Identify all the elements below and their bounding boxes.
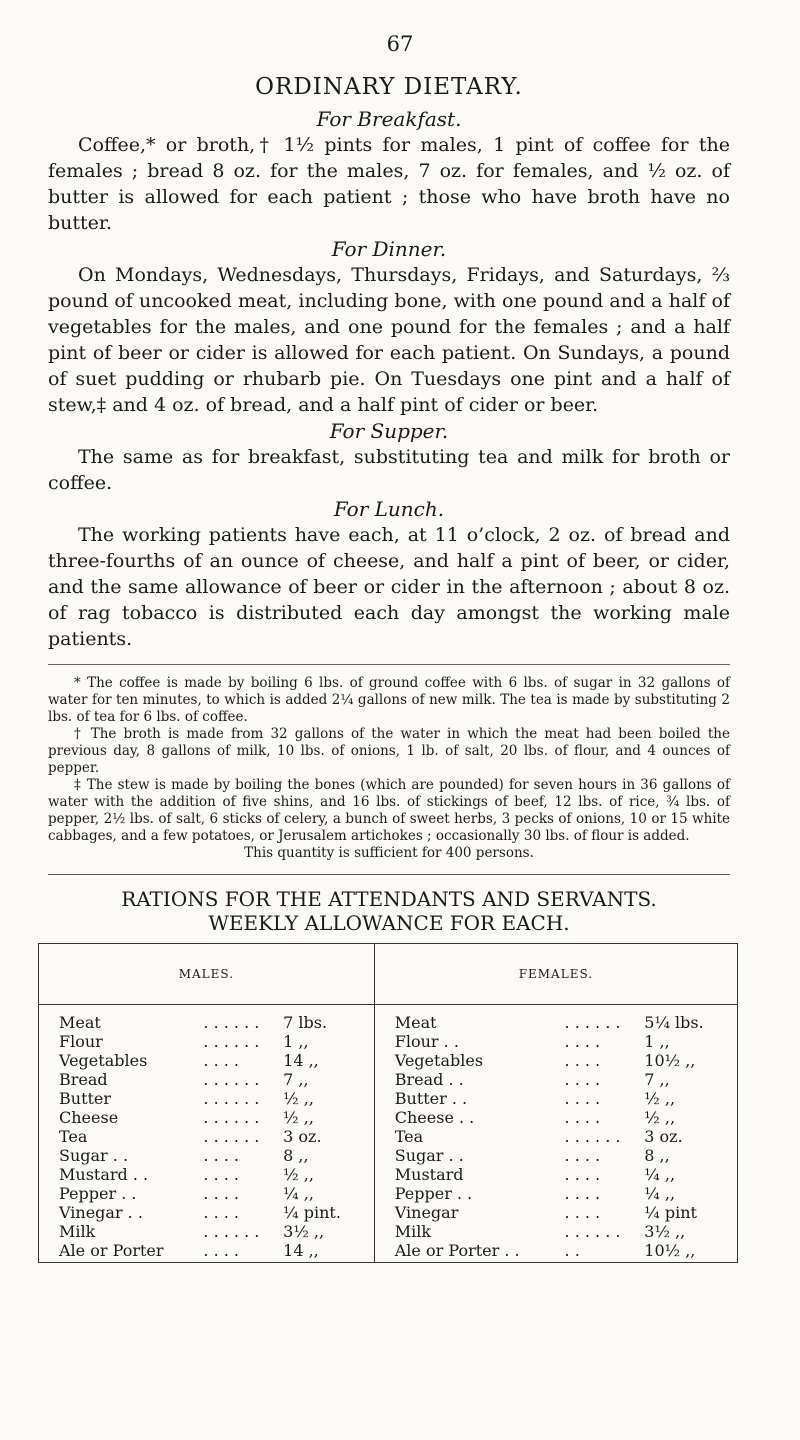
- female-item: Pepper . .: [374, 1184, 560, 1203]
- male-item: Milk: [39, 1222, 200, 1241]
- male-quantity: ½ ,,: [279, 1089, 374, 1108]
- female-item: Tea: [374, 1127, 560, 1146]
- female-item: Vegetables: [374, 1051, 560, 1070]
- male-item: Bread: [39, 1070, 200, 1089]
- table-row: [39, 1051, 738, 1070]
- male-item: Vinegar . .: [39, 1203, 200, 1222]
- male-quantity: 14 ,,: [279, 1241, 374, 1263]
- female-quantity: 3½ ,,: [640, 1222, 737, 1241]
- male-item: Tea: [39, 1127, 200, 1146]
- male-quantity: 8 ,,: [279, 1146, 374, 1165]
- female-leader: . . . .: [564, 1203, 601, 1222]
- female-quantity: 5¼ lbs.: [640, 1005, 737, 1033]
- breakfast-heading: For Breakfast.: [316, 107, 462, 131]
- female-quantity: 3 oz.: [640, 1127, 737, 1146]
- female-leader: . . . .: [564, 1184, 601, 1203]
- female-item: Milk: [374, 1222, 560, 1241]
- male-quantity: ¼ ,,: [279, 1184, 374, 1203]
- female-item: Flour . .: [374, 1032, 560, 1051]
- male-quantity: ¼ pint.: [279, 1203, 374, 1222]
- male-leader: . . . . . .: [203, 1222, 260, 1241]
- female-leader: . . . .: [564, 1051, 601, 1070]
- breakfast-text: Coffee,* or broth,† 1½ pints for males, 1 pint of coffee for the females ; bread 8 oz. for the males, 7 oz. for females, and ½ oz. of butter is allowed for each patient ; those who have broth have no butter.: [48, 134, 730, 234]
- footnote-broth: † The broth is made from 32 gallons of the water in which the meat had been boiled the previous day, 8 gallons of milk, 10 lbs. of onions, 1 lb. of salt, 20 lbs. of flour, and 4 ounces of pepper.: [48, 726, 730, 776]
- female-quantity: 10½ ,,: [640, 1051, 737, 1070]
- male-item: Butter: [39, 1089, 200, 1108]
- table-row: [39, 1005, 738, 1033]
- rations-body: [39, 1005, 738, 1263]
- male-leader: . . . . . .: [203, 1127, 260, 1146]
- male-item: Meat: [39, 1005, 200, 1033]
- footnote-coffee: * The coffee is made by boiling 6 lbs. of ground coffee with 6 lbs. of sugar in 32 gallons of water for ten minutes, to which is added 2¼ gallons of new milk. The tea is made by substituting 2 lbs. of tea for 6 lbs. of coffee.: [48, 675, 730, 725]
- male-item: Ale or Porter: [39, 1241, 200, 1263]
- male-leader: . . . .: [203, 1184, 240, 1203]
- female-leader: . . . .: [564, 1165, 601, 1184]
- female-leader: . . . .: [564, 1070, 601, 1089]
- male-item: Cheese: [39, 1108, 200, 1127]
- dietary-title: ORDINARY DIETARY.: [255, 74, 523, 100]
- male-quantity: 14 ,,: [279, 1051, 374, 1070]
- table-row: [39, 1089, 738, 1108]
- male-leader: . . . . . .: [203, 1108, 260, 1127]
- female-item: Bread . .: [374, 1070, 560, 1089]
- footnote-summary: This quantity is sufficient for 400 persons.: [244, 845, 534, 861]
- page-content: [48, 74, 730, 1263]
- table-row: [39, 1241, 738, 1263]
- female-quantity: ½ ,,: [640, 1108, 737, 1127]
- female-item: Sugar . .: [374, 1146, 560, 1165]
- male-leader: . . . . . .: [203, 1032, 260, 1051]
- male-quantity: ½ ,,: [279, 1108, 374, 1127]
- female-quantity: ¼ pint: [640, 1203, 737, 1222]
- male-quantity: 7 lbs.: [279, 1005, 374, 1033]
- male-leader: . . . .: [203, 1146, 240, 1165]
- table-row: [39, 1165, 738, 1184]
- males-header: MALES.: [39, 944, 375, 1005]
- supper-heading: For Supper.: [329, 419, 449, 443]
- female-leader: . . . . . .: [564, 1013, 621, 1032]
- footnotes: [48, 664, 730, 862]
- female-leader: . . . .: [564, 1146, 601, 1165]
- section-divider: [48, 874, 730, 875]
- rations-title: RATIONS FOR THE ATTENDANTS AND SERVANTS.: [121, 887, 657, 911]
- female-quantity: ½ ,,: [640, 1089, 737, 1108]
- table-row: [39, 1184, 738, 1203]
- female-quantity: 1 ,,: [640, 1032, 737, 1051]
- female-leader: . . . .: [564, 1032, 601, 1051]
- male-item: Vegetables: [39, 1051, 200, 1070]
- male-quantity: ½ ,,: [279, 1165, 374, 1184]
- table-row: [39, 1203, 738, 1222]
- footnote-stew: ‡ The stew is made by boiling the bones (which are pounded) for seven hours in 36 gallons of water with the addition of five shins, and 16 lbs. of stickings of beef, 12 lbs. of rice, ¾ lbs. of pepper, 2½ lbs. of salt, 6 sticks of celery, a bunch of sweet herbs, 3 pecks of onions, 10 or 15 white cabbages, and a few potatoes, or Jerusalem artichokes ; occasionally 30 lbs. of flour is added.: [48, 777, 730, 844]
- male-item: Pepper . .: [39, 1184, 200, 1203]
- supper-text: The same as for breakfast, substituting tea and milk for broth or coffee.: [48, 446, 730, 494]
- male-leader: . . . . . .: [203, 1089, 260, 1108]
- female-item: Cheese . .: [374, 1108, 560, 1127]
- female-item: Vinegar: [374, 1203, 560, 1222]
- table-row: [39, 1127, 738, 1146]
- male-quantity: 1 ,,: [279, 1032, 374, 1051]
- females-header: FEMALES.: [374, 944, 737, 1005]
- dinner-heading: For Dinner.: [331, 237, 447, 261]
- female-quantity: ¼ ,,: [640, 1184, 737, 1203]
- male-leader: . . . .: [203, 1051, 240, 1070]
- male-quantity: 7 ,,: [279, 1070, 374, 1089]
- table-row: [39, 1222, 738, 1241]
- female-item: Ale or Porter . .: [374, 1241, 560, 1263]
- female-leader: . .: [561, 1241, 641, 1263]
- table-row: [39, 1032, 738, 1051]
- male-leader: . . . .: [203, 1165, 240, 1184]
- table-row: [39, 1070, 738, 1089]
- female-leader: . . . .: [564, 1089, 601, 1108]
- rations-subtitle: WEEKLY ALLOWANCE FOR EACH.: [208, 911, 570, 935]
- female-quantity: 8 ,,: [640, 1146, 737, 1165]
- female-item: Butter . .: [374, 1089, 560, 1108]
- female-item: Mustard: [374, 1165, 560, 1184]
- male-quantity: 3½ ,,: [279, 1222, 374, 1241]
- table-row: [39, 1146, 738, 1165]
- lunch-text: The working patients have each, at 11 o’clock, 2 oz. of bread and three-fourths of an ounce of cheese, and half a pint of beer, or cider, and the same allowance of beer or cider in the afternoon ; about 8 oz. of rag tobacco is distributed each day amongst the working male patients.: [48, 524, 730, 650]
- lunch-heading: For Lunch.: [333, 497, 445, 521]
- female-item: Meat: [374, 1005, 560, 1033]
- rations-table: [38, 943, 738, 1263]
- female-leader: . . . . . .: [564, 1127, 621, 1146]
- female-quantity: ¼ ,,: [640, 1165, 737, 1184]
- dinner-text: On Mondays, Wednesdays, Thursdays, Fridays, and Saturdays, ⅔ pound of uncooked meat, including bone, with one pound and a half of vegetables for the males, and one pound for the females ; and a half pint of beer or cider is allowed for each patient. On Sundays, a pound of suet pudding or rhubarb pie. On Tuesdays one pint and a half of stew,‡ and 4 oz. of bread, and a half pint of cider or beer.: [48, 264, 730, 416]
- female-quantity: 10½ ,,: [640, 1241, 737, 1263]
- male-leader: . . . . . .: [203, 1013, 260, 1032]
- male-leader: . . . .: [203, 1203, 240, 1222]
- female-quantity: 7 ,,: [640, 1070, 737, 1089]
- male-leader: . . . .: [199, 1241, 279, 1263]
- male-quantity: 3 oz.: [279, 1127, 374, 1146]
- male-item: Sugar . .: [39, 1146, 200, 1165]
- male-item: Flour: [39, 1032, 200, 1051]
- female-leader: . . . .: [564, 1108, 601, 1127]
- page-number: 67: [386, 32, 414, 56]
- table-row: [39, 1108, 738, 1127]
- female-leader: . . . . . .: [564, 1222, 621, 1241]
- male-leader: . . . . . .: [203, 1070, 260, 1089]
- male-item: Mustard . .: [39, 1165, 200, 1184]
